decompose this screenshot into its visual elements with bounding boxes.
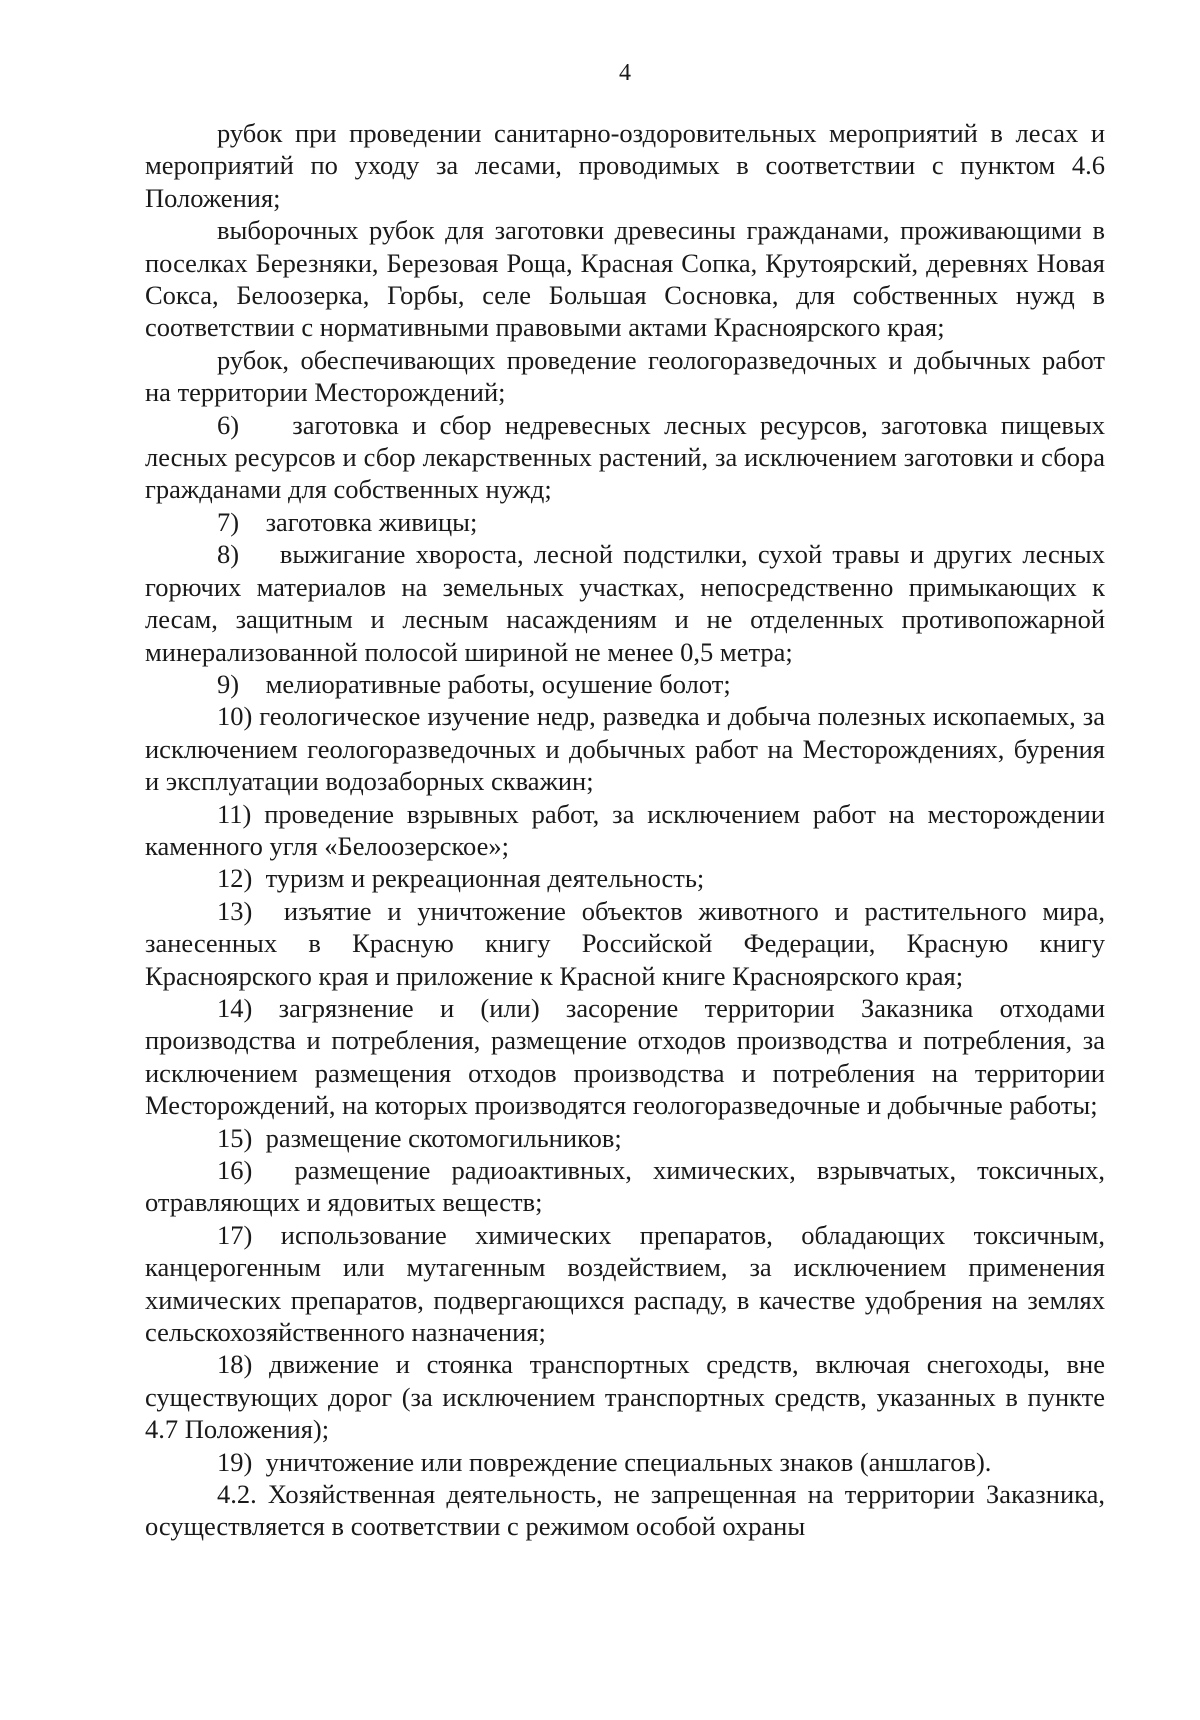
list-item-11: 11) проведение взрывных работ, за исключением работ на месторождении каменного угля «Белоозерское»;	[145, 798, 1105, 861]
list-item-14: 14) загрязнение и (или) засорение территории Заказника отходами производства и потребления, размещение отходов производства и потребления, за исключением размещения отходов производства и потребления на территории Месторождений, на которых производятся геологоразведочные и добычные работы;	[145, 992, 1105, 1121]
list-item-16: 16) размещение радиоактивных, химических, взрывчатых, токсичных, отравляющих и ядовитых веществ;	[145, 1155, 1105, 1218]
list-item-8: 8) выжигание хвороста, лесной подстилки, сухой травы и других лесных горючих материалов на земельных участках, непосредственно примыкающих к лесам, защитным и лесным насаждениям и не отделенных противопожарной минерализованной полосой шириной не менее 0,5 метра;	[145, 539, 1105, 667]
list-item-6: 6) заготовка и сбор недревесных лесных ресурсов, заготовка пищевых лесных ресурсов и сбор лекарственных растений, за исключением заготовки и сбора гражданами для собственных нужд;	[145, 409, 1105, 505]
list-item-15: 15) размещение скотомогильников;	[217, 1122, 622, 1153]
list-item-9: 9) мелиоративные работы, осушение болот;	[217, 668, 731, 699]
page-number: 4	[619, 60, 631, 86]
document-body	[145, 117, 1105, 1543]
section-4-2: 4.2. Хозяйственная деятельность, не запрещенная на территории Заказника, осуществляется в соответствии с режимом особой охраны	[145, 1479, 1105, 1542]
paragraph: рубок, обеспечивающих проведение геологоразведочных и добычных работ на территории Месторождений;	[145, 344, 1105, 408]
list-item-19: 19) уничтожение или повреждение специальных знаков (аншлагов).	[217, 1446, 992, 1477]
list-item-17: 17) использование химических препаратов, обладающих токсичным, канцерогенным или мутагенным воздействием, за исключением применения химических препаратов, подвергающихся распаду, в качестве удобрения на землях сельскохозяйственного назначения;	[145, 1219, 1105, 1348]
list-item-18: 18) движение и стоянка транспортных средств, включая снегоходы, вне существующих дорог (за исключением транспортных средств, указанных в пункте 4.7 Положения);	[145, 1349, 1105, 1445]
list-item-10: 10) геологическое изучение недр, разведка и добыча полезных ископаемых, за исключением геологоразведочных и добычных работ на Месторождениях, бурения и эксплуатации водозаборных скважин;	[145, 701, 1105, 797]
list-item-13: 13) изъятие и уничтожение объектов животного и растительного мира, занесенных в Красную книгу Российской Федерации, Красную книгу Красноярского края и приложение к Красной книге Красноярского края;	[145, 895, 1105, 991]
list-item-12: 12) туризм и рекреационная деятельность;	[217, 863, 705, 894]
paragraph: выборочных рубок для заготовки древесины гражданами, проживающими в поселках Березняки, Березовая Роща, Красная Сопка, Крутоярский, деревнях Новая Сокса, Белоозерка, Горбы, селе Большая Сосновка, для собственных нужд в соответствии с нормативными правовыми актами Красноярского края;	[145, 215, 1105, 343]
paragraph: рубок при проведении санитарно-оздоровительных мероприятий в лесах и мероприятий по уходу за лесами, проводимых в соответствии с пунктом 4.6 Положения;	[145, 118, 1105, 213]
list-item-7: 7) заготовка живицы;	[217, 506, 478, 537]
